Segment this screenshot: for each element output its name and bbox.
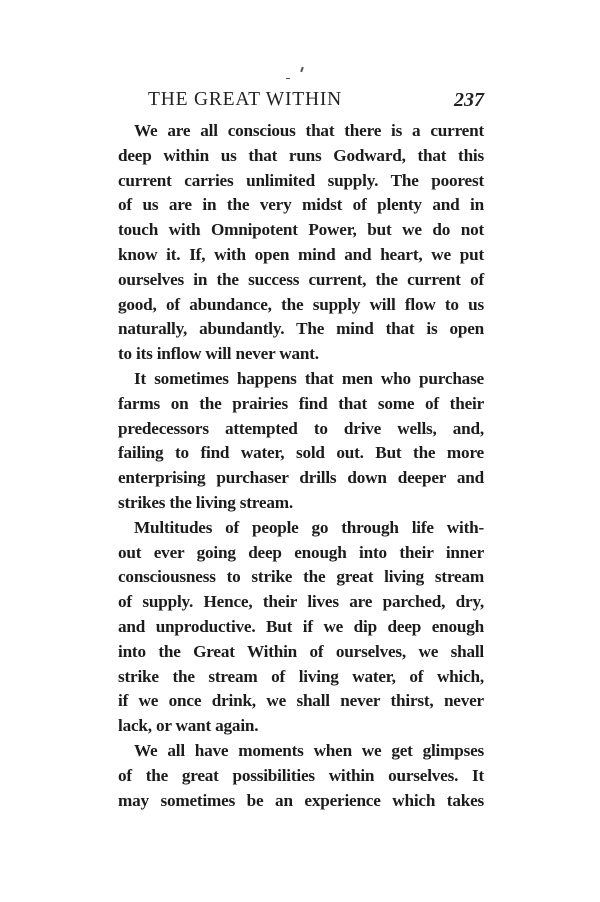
text-line: ourselves in the success current, the current of [118,269,484,289]
running-title: THE GREAT WITHIN [148,89,343,110]
text-line: Multitudes of people go through life with- [134,517,484,537]
text-line: We all have moments when we get glimpses [134,740,484,760]
text-line: good, of abundance, the supply will flow to us [118,294,484,314]
text-line: know it. If, with open mind and heart, we put [118,244,484,264]
scan-speck [286,78,290,79]
text-line: strikes the living stream. [118,492,293,512]
text-line: to its inflow will never want. [118,344,319,364]
text-line: if we once drink, we shall never thirst, never [118,691,484,711]
text-line: strike the stream of living water, of which, [118,666,484,686]
text-line: deep within us that runs Godward, that this [118,145,484,165]
text-line: consciousness to strike the great living stream [118,567,484,587]
page-number: 237 [454,89,484,111]
text-line: of us are in the very midst of plenty and in [118,195,484,215]
text-line: lack, or want again. [118,716,259,736]
text-line: out ever going deep enough into their inner [118,542,484,562]
text-line: failing to find water, sold out. But the more [118,443,484,463]
text-line: enterprising purchaser drills down deeper and [118,468,484,488]
page-body-text [118,119,484,813]
scan-speck [300,67,304,72]
text-line: farms on the prairies find that some of their [118,393,484,413]
text-line: may sometimes be an experience which takes [118,790,484,810]
text-line: We are all conscious that there is a current [134,121,484,140]
text-line: current carries unlimited supply. The poorest [118,170,484,190]
text-line: and unproductive. But if we dip deep enough [118,616,484,636]
text-line: of supply. Hence, their lives are parched, dry, [118,592,484,612]
text-line: touch with Omnipotent Power, but we do not [118,220,484,240]
text-line: of the great possibilities within ourselves. It [118,765,484,785]
text-line: It sometimes happens that men who purchase [134,368,484,388]
text-line: into the Great Within of ourselves, we shall [118,641,484,661]
text-line: naturally, abundantly. The mind that is open [118,319,484,339]
running-header [118,88,484,114]
text-line: predecessors attempted to drive wells, and, [118,418,484,438]
